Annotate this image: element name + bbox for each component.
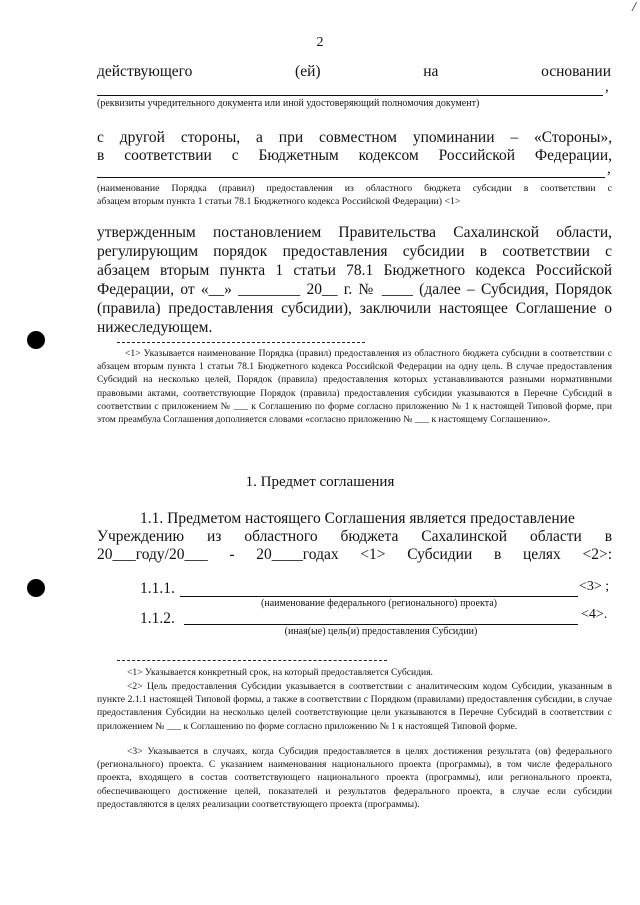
- section-line-1: 1.1. Предметом настоящего Соглашения является предоставление: [140, 510, 575, 527]
- para-line-1: утвержденным постановлением Правительства Сахалинской области,: [97, 224, 612, 241]
- intro-line-2: с другой стороны, а при совместном упоминании – «Стороны»,: [97, 129, 613, 146]
- page-number: 2: [316, 35, 324, 50]
- corner-mark: /: [632, 0, 636, 15]
- fill-line-1: [97, 95, 603, 96]
- para-line-4: Федерации, от «__» ________ 20__ г. № ____ (далее – Субсидия, Порядок: [97, 281, 612, 298]
- section-title: 1. Предмет соглашения: [245, 474, 395, 490]
- footnote-separator-2: [117, 660, 387, 661]
- para-line-2: регулирующим порядок предоставления субсидии в соответствии с: [97, 243, 612, 260]
- para-line-3: абзацем вторым пункта 1 статьи 78.1 Бюджетного кодекса Российской: [97, 262, 612, 279]
- intro-line-1: действующего (ей) на основании: [97, 63, 612, 80]
- item-2-label: 1.1.2.: [140, 610, 175, 627]
- footnote-2-3: <3> Указывается в случаях, когда Субсидия предоставляется в целях достижения результата (ов) федерального (регионального) проекта. С указанием наименования национального проекта (программы), в том числе федерального проекта, входящего в состав соответствующего национального проекта (программы), или регионального проекта, обеспечивающего достижение целей, показателей и результатов федерального проекта, в случае если субсидии предоставляются в целях реализации соответствующего проекта (программы).: [97, 746, 612, 810]
- fill-line-1-comma: ,: [605, 79, 609, 95]
- punch-hole-top: [27, 331, 45, 349]
- fill-line-2-comma: ,: [607, 161, 611, 177]
- section-line-2: Учреждению из областного бюджета Сахалинской области в: [97, 528, 613, 545]
- footnote-1: <1> Указывается наименование Порядка (правил) предоставления из областного бюджета субсидии в соответствии с абзацем вторым пункта 1 статьи 78.1 Бюджетного кодекса Российской Федерации на одну цель. В случае предоставления Субсидий на несколько целей, Порядок (правила) предоставления которых устанавливаются разными нормативными правовыми актами, соответствующие Порядок (правила) предоставления субсидии указываются в Перечне Субсидий в соответствии с приложением № ___ к Соглашению по форме согласно приложению № 1 к настоящей Типовой форме, при этом преамбула Соглашения дополняется словами «согласно приложению № ___ к настоящему Соглашению».: [97, 348, 612, 426]
- intro-line-3: в соответствии с Бюджетным кодексом Российской Федерации,: [97, 147, 612, 164]
- para-line-6: нижеследующем.: [97, 319, 213, 336]
- item-1-label: 1.1.1.: [140, 580, 175, 597]
- para-line-5: (правила) предоставления субсидии), заключили настоящее Соглашение о: [97, 300, 612, 317]
- footnote-2-2: <2> Цель предоставления Субсидии указывается в соответствии с аналитическим кодом Субсидии, указанным в пункте 2.1.1 настоящей Типовой формы, а также в соответствии с Порядком (правилами) предоставления субсидии, в случае предоставления Субсидии на несколько целей соответствующие цели указываются в Перечне Субсидий в соответствии с приложением № ___ к Соглашению по форме согласно приложению № 1 к настоящей Типовой форме.: [97, 681, 612, 732]
- caption-2-line-1: (наименование Порядка (правил) предоставления из областного бюджета субсидии в соответствии с: [97, 183, 612, 194]
- item-1-ref: <3> ;: [579, 579, 610, 594]
- caption-1: (реквизиты учредительного документа или иной удостоверяющий полномочия документ): [97, 98, 480, 109]
- caption-2-line-2: абзацем вторым пункта 1 статьи 78.1 Бюджетного кодекса Российской Федерации) <1>: [97, 196, 461, 207]
- item-2-caption: (иная(ые) цель(и) предоставления Субсидии): [284, 626, 478, 637]
- fill-line-2: [97, 177, 605, 178]
- footnote-2-1: <1> Указывается конкретный срок, на который предоставляется Субсидия.: [127, 667, 433, 678]
- item-2-ref: <4>.: [581, 607, 608, 622]
- section-line-3: 20___году/20___ - 20____годах <1> Субсидии в целях <2>:: [97, 546, 613, 563]
- item-1-caption: (наименование федерального (регионального) проекта): [261, 598, 497, 609]
- punch-hole-bottom: [27, 579, 45, 597]
- footnote-separator-1: [117, 342, 365, 343]
